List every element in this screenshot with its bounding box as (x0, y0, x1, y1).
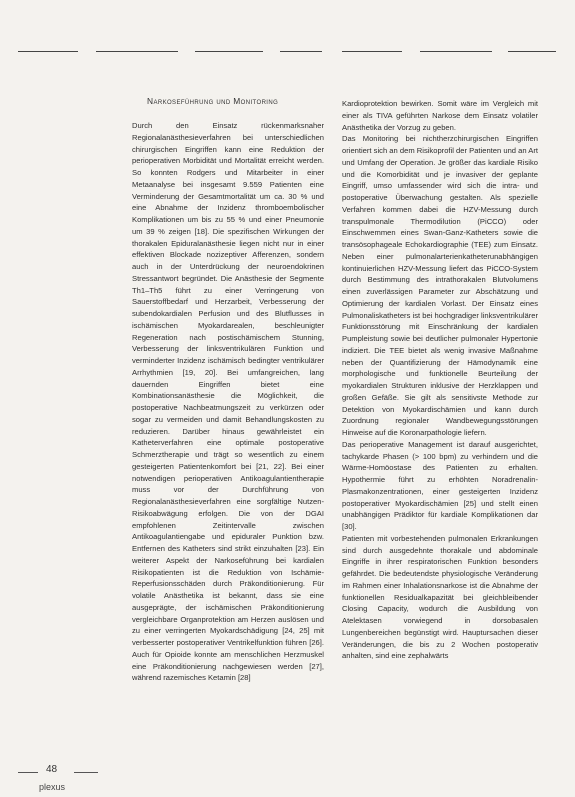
header-rule (195, 51, 263, 52)
header-rule (508, 51, 556, 52)
publication-brand: plexus (39, 782, 66, 792)
body-paragraph: Das perioperative Management ist darauf ausgerichtet, tachykarde Phasen (> 100 bpm) zu verhindern und die Wärme-Homöostase des Patienten zu erhalten. Hypothermie führt zu erhöhten Noradrenalin-Plasmakonzentrationen, einer gesteigerten Inzidenz postoperativer Myokardischämien [25] und stellt einen unabhängigen Prädiktor für kardiale Komplikationen dar [30]. (342, 439, 538, 531)
section-heading: Narkoseführung und Monitoring (147, 96, 279, 106)
right-column (342, 98, 538, 662)
header-rule (420, 51, 492, 52)
left-column (132, 120, 324, 684)
body-paragraph: Das Monitoring bei nichtherzchirurgischen Eingriffen orientiert sich an dem Risikoprofil der Patienten und an Art und Umfang der Operation. Je größer das kardiale Risiko und die Komorbidität und je invasiver der geplante Eingriff, umso umfassender wird sich die intra- und postoperative Überwachung gestalten. Als spezielle Verfahren kommen dabei die HZV-Messung durch transpulmonale Thermodilution (PiCCO) oder Einschwemmen eines Swan-Ganz-Katheters sowie die transösophageale Echokardiographie (TEE) zum Einsatz. Neben einer pulmonalarterienkatheterunabhängigen kontinuierlichen HZV-Messung liefert das PiCCO-System durch Bestimmung des intrathorakalen Blutvolumens einen zuverlässigen Parameter zur Abschätzung und Optimierung der kardialen Vorlast. Der Einsatz eines Pulmonaliskatheters ist bei hochgradiger linksventrikulärer Funktionsstörung mit Einschränkung der kardialen Pumpleistung sowie bei deutlicher pulmonaler Hypertonie indiziert. Die TEE bietet als wenig invasive Maßnahme neben der Quantifizierung der Hämodynamik eine morphologische und funktionelle Beurteilung der myokardialen Strukturen inklusive der Herzklappen und großen Gefäße. Sie gilt als sensitivste Methode zur Detektion von Myokardischämien und kann durch Zuordnung regionaler Wandbewegungsstörungen Hinweise auf die Koronarpathologie liefern. (342, 134, 538, 437)
page-number-rule (18, 772, 38, 773)
page-number-rule (74, 772, 98, 773)
body-paragraph: Durch den Einsatz rückenmarksnaher Regionalanästhesieverfahren bei unterschiedlichen chirurgischen Eingriffen kann eine Reduktion der perioperativen Morbidität und Mortalität erreicht werden. So konnten Rodgers und Mitarbeiter in einer Metaanalyse bei insgesamt 9.559 Patienten eine Verminderung der Gesamtmortalität um ca. 30 % und eine Abnahme der Inzidenz thromboembolischer Komplikationen um bis zu 55 % und einer Pneumonie um 39 % zeigen [18]. Die spezifischen Wirkungen der thorakalen Epiduralanästhesie liegen nicht nur in einer effektiven Blockade nozizeptiver Afferenzen, sondern auch in der Unterdrückung der neuroendokrinen Stressantwort begründet. Die Anästhesie der Segmente Th1–Th5 führt zu einer Verringerung von Sauerstoffbedarf und Herzarbeit, Verbesserung der subendokardialen Perfusion und des Blutflusses in ischämischen Myokardarealen, beschleunigter Regeneration nach postischämischem Stunning, Verbesserung der linksventrikulären Funktion und verminderter Inzidenz ischämisch bedingter ventrikulärer Arrhythmien [19, 20]. Bei umfangreichen, lang dauernden Eingriffen bietet eine Kombinationsanästhesie die Möglichkeit, die postoperative Nachbeatmungszeit zu verkürzen oder sogar zu vermeiden und damit Behandlungskosten zu reduzieren. Darüber hinaus gewährleistet ein Katheterverfahren eine optimale postoperative Schmerztherapie und trägt so wesentlich zu einem gesteigerten Patientenkomfort bei [21, 22]. Bei einer notwendigen perioperativen Antikoagulantientherapie muss vor der Durchführung von Regionalanästhesieverfahren eine sorgfältige Nutzen-Risikoabwägung erfolgen. Die von der DGAI empfohlenen Zeitintervalle zwischen Antikoagulantiengabe und epiduraler Punktion bzw. Entfernen des Katheters sind strikt einzuhalten [23]. Ein weiterer Aspekt der Narkoseführung bei kardialen Risikopatienten ist die Reduktion von Ischämie-Reperfusionsschäden durch Präkonditionierung. Für volatile Anästhetika ist bekannt, dass sie eine ausgeprägte, der ischämischen Präkonditionierung vergleichbare Organprotektion am Herzen auslösen und zu einer verringerten Myokardschädigung [24, 25] mit verbesserter postoperativer Ventrikelfunktion führen [26]. Auch für Opioide konnte am menschlichen Herzmuskel eine Präkonditionierung nachgewiesen werden [27], während razemisches Ketamin [28] (132, 121, 324, 683)
header-rule (18, 51, 78, 52)
header-rule (342, 51, 402, 52)
body-paragraph: Kardioprotektion bewirken. Somit wäre im Vergleich mit einer als TIVA geführten Narkose dem Einsatz volatiler Anästhetika der Vorzug zu geben. (342, 99, 538, 132)
body-paragraph: Patienten mit vorbestehenden pulmonalen Erkrankungen sind durch ausgedehnte thorakale und abdominale Eingriffe in ihrer respiratorischen Funktion besonders gefährdet. Die bedeutendste physiologische Veränderung im Rahmen einer Inhalationsnarkose ist die Abnahme der funktionellen Residualkapazität bei gleichbleibender Closing Capacity, wodurch die Ausbildung von Atelektasen vorwiegend in dorsobasalen Lungenbereichen begünstigt wird. Hauptursachen dieser Veränderungen, die bis zu 2 Wochen postoperativ anhalten, sind eine zephalwärts (342, 533, 538, 661)
header-rule (96, 51, 178, 52)
header-rule (280, 51, 322, 52)
page-number: 48 (46, 764, 58, 775)
